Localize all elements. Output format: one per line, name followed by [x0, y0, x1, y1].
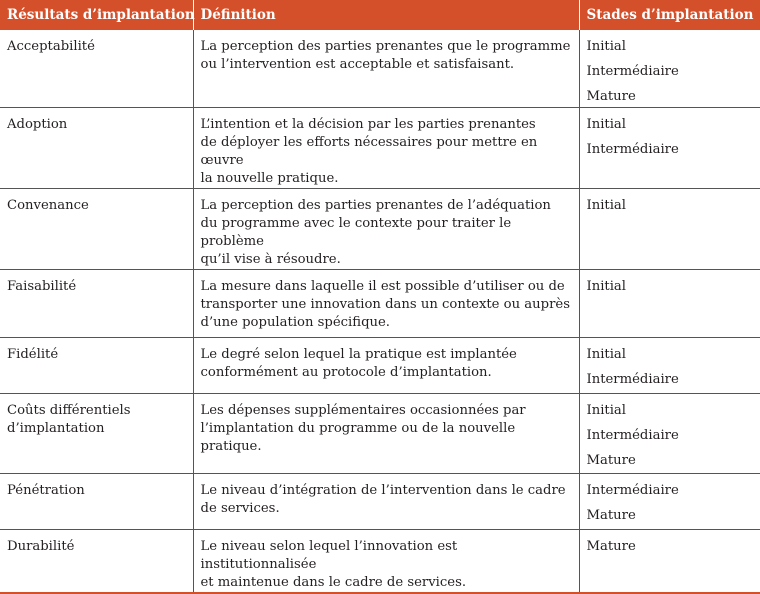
stages-cell: [579, 529, 760, 593]
stage-label: Mature: [586, 507, 636, 523]
header-stages: Stades d’implantation: [579, 0, 760, 30]
header-row: [0, 0, 760, 30]
stage-label: Intermédiaire: [586, 371, 679, 387]
stage-label: Mature: [586, 89, 636, 104]
stages-cell: [579, 337, 760, 393]
definition-cell: Le niveau selon lequel l’innovation est institutionnalisée et maintenue dans le cadre de services.: [193, 529, 579, 593]
stages-cell: [579, 107, 760, 188]
outcome-cell: Coûts différentiels d’implantation: [0, 393, 193, 473]
definition-cell: Le niveau d’intégration de l’intervention dans le cadre de services.: [193, 473, 579, 529]
stage-label: Initial: [586, 39, 627, 54]
outcome-cell: Pénétration: [0, 473, 193, 529]
stage-label: Initial: [586, 346, 627, 362]
definition-cell: La perception des parties prenantes que le programme ou l’intervention est acceptable et satisfaisant.: [193, 30, 579, 107]
stage-label: Mature: [586, 452, 636, 468]
outcome-cell: Acceptabilité: [0, 30, 193, 107]
outcome-cell: Adoption: [0, 107, 193, 188]
table-header: [0, 0, 760, 30]
stages-cell: [579, 269, 760, 337]
definition-cell: La perception des parties prenantes de l’adéquation du programme avec le contexte pour traiter le problème qu’il vise à résoudre.: [193, 188, 579, 269]
stage-label: Mature: [586, 538, 636, 554]
header-outcomes: Résultats d’implantation: [0, 0, 193, 30]
stage-label: Initial: [586, 278, 627, 294]
outcome-cell: Faisabilité: [0, 269, 193, 337]
table-row: [0, 107, 760, 188]
outcome-cell: Convenance: [0, 188, 193, 269]
definition-cell: La mesure dans laquelle il est possible d’utiliser ou de transporter une innovation dans un contexte ou auprès d’une population spécifique.: [193, 269, 579, 337]
definition-cell: L’intention et la décision par les parties prenantes de déployer les efforts nécessaires pour mettre en œuvre la nouvelle pratique.: [193, 107, 579, 188]
table-row: [0, 393, 760, 473]
stage-label: Intermédiaire: [586, 64, 679, 79]
stages-cell: [579, 393, 760, 473]
stage-label: Initial: [586, 197, 627, 213]
definition-cell: Le degré selon lequel la pratique est implantée conformément au protocole d’implantation.: [193, 337, 579, 393]
stage-label: Initial: [586, 402, 627, 418]
stage-label: Intermédiaire: [586, 482, 679, 498]
table-row: [0, 269, 760, 337]
stage-label: Intermédiaire: [586, 427, 679, 443]
table-row: [0, 529, 760, 593]
stages-cell: [579, 188, 760, 269]
stage-label: Initial: [586, 116, 627, 132]
outcome-cell: Durabilité: [0, 529, 193, 593]
header-definition: Définition: [193, 0, 579, 30]
outcome-cell: Fidélité: [0, 337, 193, 393]
definition-cell: Les dépenses supplémentaires occasionnées par l’implantation du programme ou de la nouvelle pratique.: [193, 393, 579, 473]
table-row: [0, 188, 760, 269]
table-row: [0, 473, 760, 529]
stages-cell: [579, 30, 760, 107]
stage-label: Intermédiaire: [586, 141, 679, 157]
table-body: [0, 30, 760, 593]
stages-cell: [579, 473, 760, 529]
table-row: [0, 337, 760, 393]
table-row: [0, 30, 760, 107]
